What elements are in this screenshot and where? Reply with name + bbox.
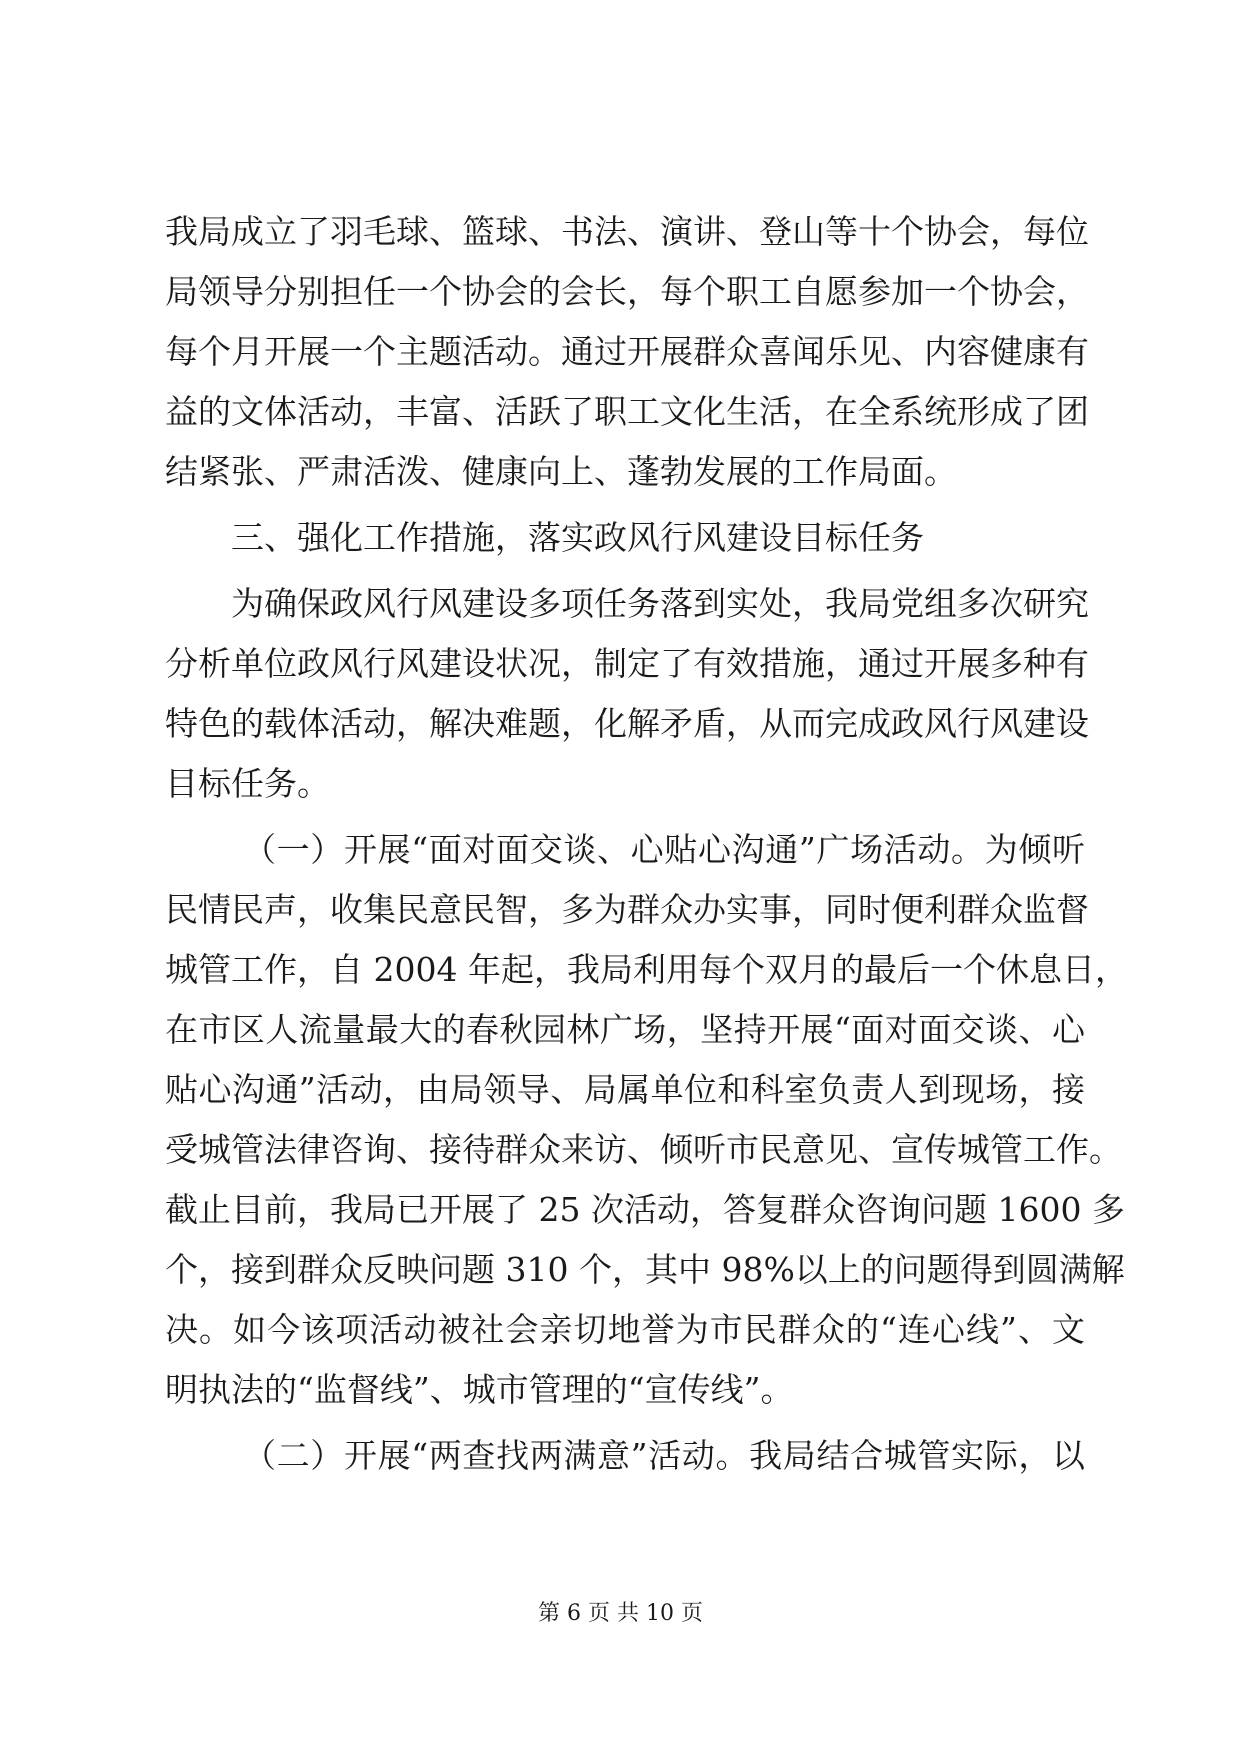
body-line: 益的文体活动，丰富、活跃了职工文化生活，在全系统形成了团 xyxy=(165,392,1089,431)
body-line: 明执法的“监督线”、城市管理的“宣传线”。 xyxy=(165,1370,794,1409)
body-line: 分析单位政风行风建设状况，制定了有效措施，通过开展多种有 xyxy=(165,644,1089,683)
body-line: 城管工作，自 2004 年起，我局利用每个双月的最后一个休息日， xyxy=(165,950,1128,989)
subsection-line: （一）开展“面对面交谈、心贴心沟通”广场活动。为倾听 xyxy=(243,830,1085,869)
body-line: 目标任务。 xyxy=(165,764,330,803)
section-heading: 三、强化工作措施，落实政风行风建设目标任务 xyxy=(231,518,924,557)
body-line: 受城管法律咨询、接待群众来访、倾听市民意见、宣传城管工作。 xyxy=(165,1130,1122,1169)
body-line: 局领导分别担任一个协会的会长，每个职工自愿参加一个协会， xyxy=(165,272,1089,311)
body-line: 截止目前，我局已开展了 25 次活动，答复群众咨询问题 1600 多 xyxy=(165,1190,1125,1229)
body-line: 贴心沟通”活动，由局领导、局属单位和科室负责人到现场，接 xyxy=(165,1070,1085,1109)
subsection-line: （二）开展“两查找两满意”活动。我局结合城管实际，以 xyxy=(243,1436,1085,1475)
body-line: 结紧张、严肃活泼、健康向上、蓬勃发展的工作局面。 xyxy=(165,452,957,491)
body-line: 每个月开展一个主题活动。通过开展群众喜闻乐见、内容健康有 xyxy=(165,332,1089,371)
body-line: 民情民声，收集民意民智，多为群众办实事，同时便利群众监督 xyxy=(165,890,1089,929)
body-line: 为确保政风行风建设多项任务落到实处，我局党组多次研究 xyxy=(231,584,1089,623)
body-line: 个，接到群众反映问题 310 个，其中 98%以上的问题得到圆满解 xyxy=(165,1250,1125,1289)
body-line: 特色的载体活动，解决难题，化解矛盾，从而完成政风行风建设 xyxy=(165,704,1089,743)
page-footer: 第 6 页 共 10 页 xyxy=(538,1601,703,1626)
body-line: 我局成立了羽毛球、篮球、书法、演讲、登山等十个协会，每位 xyxy=(165,212,1089,251)
body-line: 在市区人流量最大的春秋园林广场，坚持开展“面对面交谈、心 xyxy=(165,1010,1085,1049)
body-line: 决。如今该项活动被社会亲切地誉为市民群众的“连心线”、文 xyxy=(165,1310,1085,1349)
